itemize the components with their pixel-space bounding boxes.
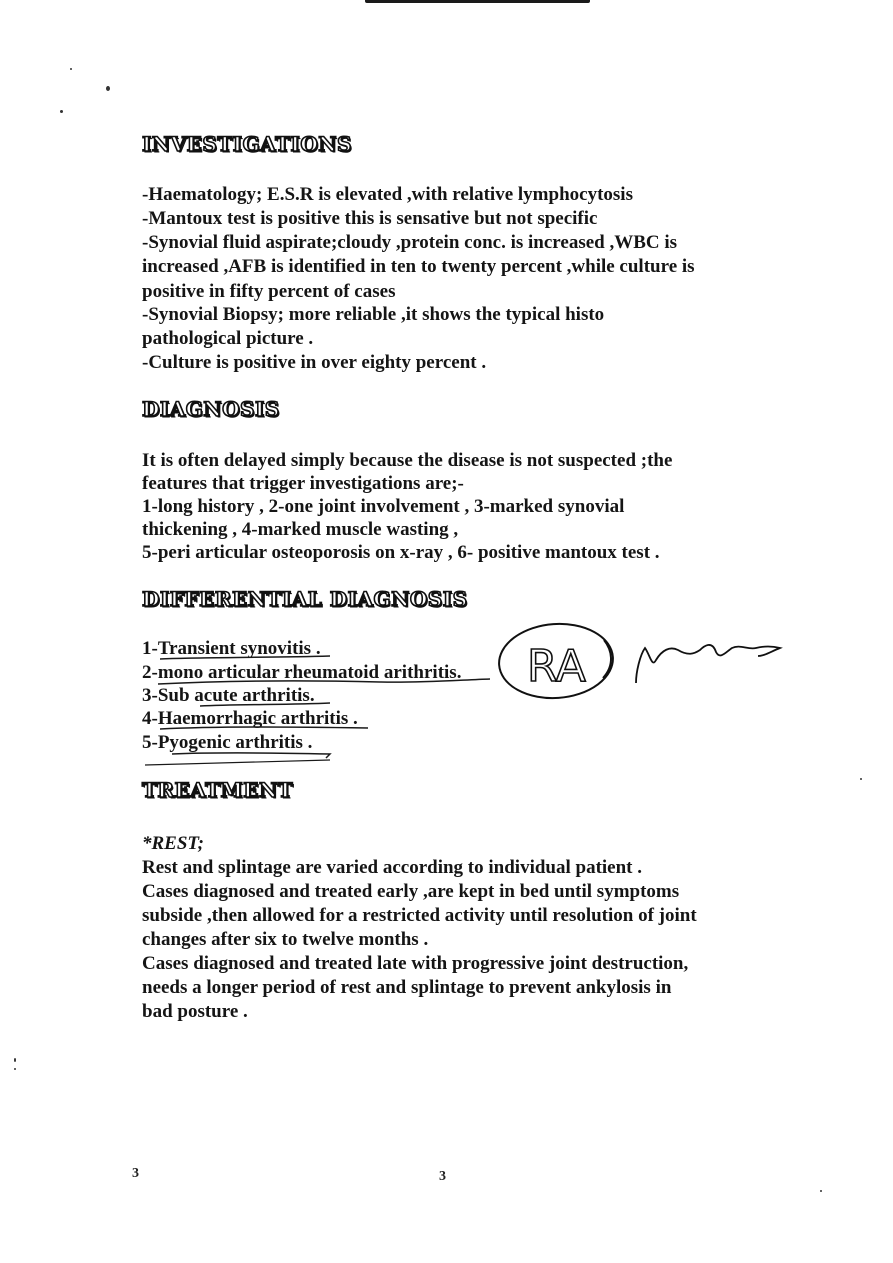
page-number-left: 3 bbox=[132, 1166, 139, 1181]
investigations-line: increased ,AFB is identified in ten to twenty percent ,while culture is bbox=[142, 256, 695, 277]
scan-speck bbox=[106, 86, 110, 91]
differential-line: 2-mono articular rheumatoid arithritis. bbox=[142, 662, 462, 683]
page-number-center: 3 bbox=[439, 1169, 446, 1184]
investigations-line: positive in fifty percent of cases bbox=[142, 281, 396, 302]
handwritten-ra-label: RA bbox=[527, 641, 586, 692]
handwritten-circle bbox=[497, 620, 616, 702]
treatment-line: needs a longer period of rest and splintage to prevent ankylosis in bbox=[142, 977, 672, 998]
differential-diagnosis-heading: DIFFERENTIAL DIAGNOSIS bbox=[142, 587, 468, 611]
investigations-line: -Mantoux test is positive this is sensative but not specific bbox=[142, 208, 598, 229]
scan-speck bbox=[70, 68, 72, 70]
scan-speck bbox=[820, 1190, 822, 1192]
treatment-line: Cases diagnosed and treated early ,are kept in bed until symptoms bbox=[142, 881, 680, 902]
scan-speck bbox=[14, 1058, 16, 1062]
diagnosis-line: It is often delayed simply because the disease is not suspected ;the bbox=[142, 450, 673, 471]
investigations-line: -Synovial Biopsy; more reliable ,it shows the typical histo bbox=[142, 304, 605, 325]
differential-line: 1-Transient synovitis . bbox=[142, 638, 321, 659]
diagnosis-heading: DIAGNOSIS bbox=[142, 397, 280, 421]
differential-line: 5-Pyogenic arthritis . bbox=[142, 732, 313, 753]
scan-speck bbox=[60, 110, 63, 113]
investigations-line: pathological picture . bbox=[142, 328, 314, 349]
investigations-heading: INVESTIGATIONS bbox=[142, 132, 352, 156]
treatment-line: changes after six to twelve months . bbox=[142, 929, 429, 950]
diagnosis-line: features that trigger investigations are;- bbox=[142, 473, 464, 494]
treatment-line: Cases diagnosed and treated late with progressive joint destruction, bbox=[142, 953, 689, 974]
handwritten-underline bbox=[145, 760, 330, 765]
treatment-line: bad posture . bbox=[142, 1001, 248, 1022]
scan-speck bbox=[860, 778, 862, 780]
diagnosis-line: 1-long history , 2-one joint involvement , 3-marked synovial bbox=[142, 496, 625, 517]
differential-line: 3-Sub acute arthritis. bbox=[142, 685, 315, 706]
investigations-line: -Synovial fluid aspirate;cloudy ,protein conc. is increased ,WBC is bbox=[142, 232, 678, 253]
investigations-line: -Haematology; E.S.R is elevated ,with relative lymphocytosis bbox=[142, 184, 633, 205]
investigations-line: -Culture is positive in over eighty percent . bbox=[142, 352, 487, 373]
treatment-line: Rest and splintage are varied according to individual patient . bbox=[142, 857, 643, 878]
handwritten-arrow bbox=[603, 640, 611, 678]
treatment-line: subside ,then allowed for a restricted activity until resolution of joint bbox=[142, 905, 697, 926]
scan-top-edge bbox=[365, 0, 590, 3]
differential-line: 4-Haemorrhagic arthritis . bbox=[142, 708, 358, 729]
handwritten-scribble bbox=[636, 645, 780, 683]
scan-speck bbox=[14, 1068, 16, 1070]
treatment-heading: TREATMENT bbox=[142, 778, 294, 802]
diagnosis-line: 5-peri articular osteoporosis on x-ray , 6- positive mantoux test . bbox=[142, 542, 660, 563]
rest-subheading: *REST; bbox=[142, 833, 204, 854]
diagnosis-line: thickening , 4-marked muscle wasting , bbox=[142, 519, 459, 540]
